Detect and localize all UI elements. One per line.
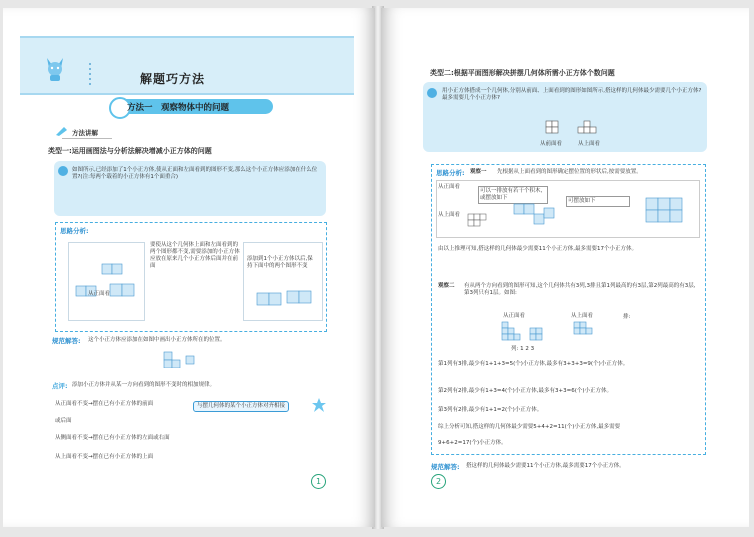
answer2-text: 搭这样的几何体最少需要11个小正方体,最多需要17个小正方体。	[466, 463, 625, 469]
view-top-label: 从上面看	[578, 141, 601, 147]
answer-label: 规范解答:	[52, 337, 81, 345]
tip-text: 添加小正方体并从某一方向看到的图形不变时的相加规律。	[72, 382, 216, 388]
example-badge	[58, 166, 68, 176]
conclusion1: 由以上推理可知,搭这样的几何体最少需要11个小正方体,最多需要17个小正方体。	[438, 246, 637, 252]
rule-note: 与摆几何体的某个小正方体对齐相接	[193, 401, 289, 412]
calc-line-2: 第2列有2排,最少有1+3=4(个)小正方体,最多有3+3=6(个)小正方体。	[438, 388, 613, 394]
col-label: 列: 1 2 3	[511, 346, 535, 352]
fox-mascot-icon	[44, 56, 66, 82]
analysis-note-2: 添加到1个小正方体以后,保持下面中的两个图形不变	[247, 256, 313, 269]
calc-line-3: 第3列有2排,最少有1+1=2(个)小正方体。	[438, 407, 543, 413]
m1-hint2: 可摆放如下	[566, 196, 630, 207]
view-front-label: 从前面看	[540, 141, 563, 147]
rule-top: 从上面看不变→摆在已有小正方体的上面	[55, 454, 154, 460]
figure-frame-2	[243, 242, 323, 321]
analysis-label: 思路分析:	[60, 227, 89, 235]
m2-grid-figures	[496, 320, 626, 346]
result-cube-figure	[255, 285, 315, 309]
method1-label: 观察一	[470, 169, 487, 175]
calc-line-1: 第1列有3排,最少有1+1+3=5(个)小正方体,最多有3+3+3=9(个)小正方体。	[438, 361, 629, 367]
m1-hint: 可以一排放有若干个积木,或摆放如下	[478, 186, 548, 204]
rule-front: 从正面看不变→摆在已有小正方体的前面	[55, 401, 154, 407]
analysis-note-1: 要使从这个几何体上面和左面看到的两个图形都不变,需要添加的小正方体应放在原来几个小正方体后面并在前面	[150, 242, 240, 269]
type2-heading: 类型二:根据平面图形解决拼摆几何体所需小正方体个数问题	[430, 69, 615, 77]
section-heading: 方法讲解	[72, 129, 98, 137]
answer2-label: 规范解答:	[431, 463, 460, 471]
star-icon	[312, 398, 326, 412]
tip-label: 点评:	[52, 382, 68, 390]
calc-line-5: 9+6+2=17(个)小正方体。	[438, 440, 507, 446]
page-number-left: 1	[311, 474, 326, 489]
rule-side: 从侧面看不变→摆在已有小正方体的左面或右面	[55, 435, 170, 441]
header-dots	[85, 60, 95, 88]
method2-text: 有从两个方向看到的图形可知,这个几何体共有3列,3排且第1列最高的有3层,第2列最高的有3层,第3列只有1层。如图:	[464, 283, 696, 296]
analysis2-label: 思路分析:	[436, 169, 465, 177]
row-label: 排:	[623, 314, 631, 320]
example2-badge	[427, 88, 437, 98]
method1-text: 先根据从上面看到的图形确定摆位置的形状后,按需要放置。	[497, 169, 642, 175]
cube-figure	[74, 258, 138, 308]
calc-line-4: 综上分析可知,搭这样的几何体最少需要5+4+2=11(个)小正方体,最多需要	[438, 424, 621, 430]
m1-grid-figure	[466, 212, 506, 234]
page-title: 解题巧方法	[140, 72, 206, 86]
answer-figure	[160, 350, 200, 368]
rule-front-2: 或后面	[55, 418, 72, 424]
method2-label: 观察二	[438, 283, 455, 289]
answer-text: 这个小正方体应添加在如图中画出小正方体所在的位置。	[88, 337, 226, 343]
m1-front-label: 从正面看	[438, 184, 461, 190]
example-text: 如图所示,已经添加了1个小正方体,使从正面和左面看到的图形不变,那么这个小正方体应添加在什么位置?(注:每两个载着的小正方体有1个面重合)	[72, 167, 318, 180]
section-rule	[62, 138, 112, 139]
view-figures	[544, 119, 600, 139]
pencil-icon	[55, 124, 69, 136]
m2-top-label: 从上面看	[571, 313, 594, 319]
m1-top-label: 从上面看	[438, 212, 461, 218]
front-label: 从正面看	[88, 291, 111, 297]
m2-front-label: 从正面看	[503, 313, 526, 319]
method-heading: 方法一 观察物体中的问题	[127, 103, 230, 113]
type1-heading: 类型一:运用画图法与分析法解决增减小正方体的问题	[48, 147, 212, 155]
example2-text: 用小正方体搭成一个几何体,分别从前面、上面看到的图形如图所示,搭这样的几何体最少需要几个小正方体?最多需要几个小正方体?	[442, 88, 702, 101]
page-number-right: 2	[431, 474, 446, 489]
